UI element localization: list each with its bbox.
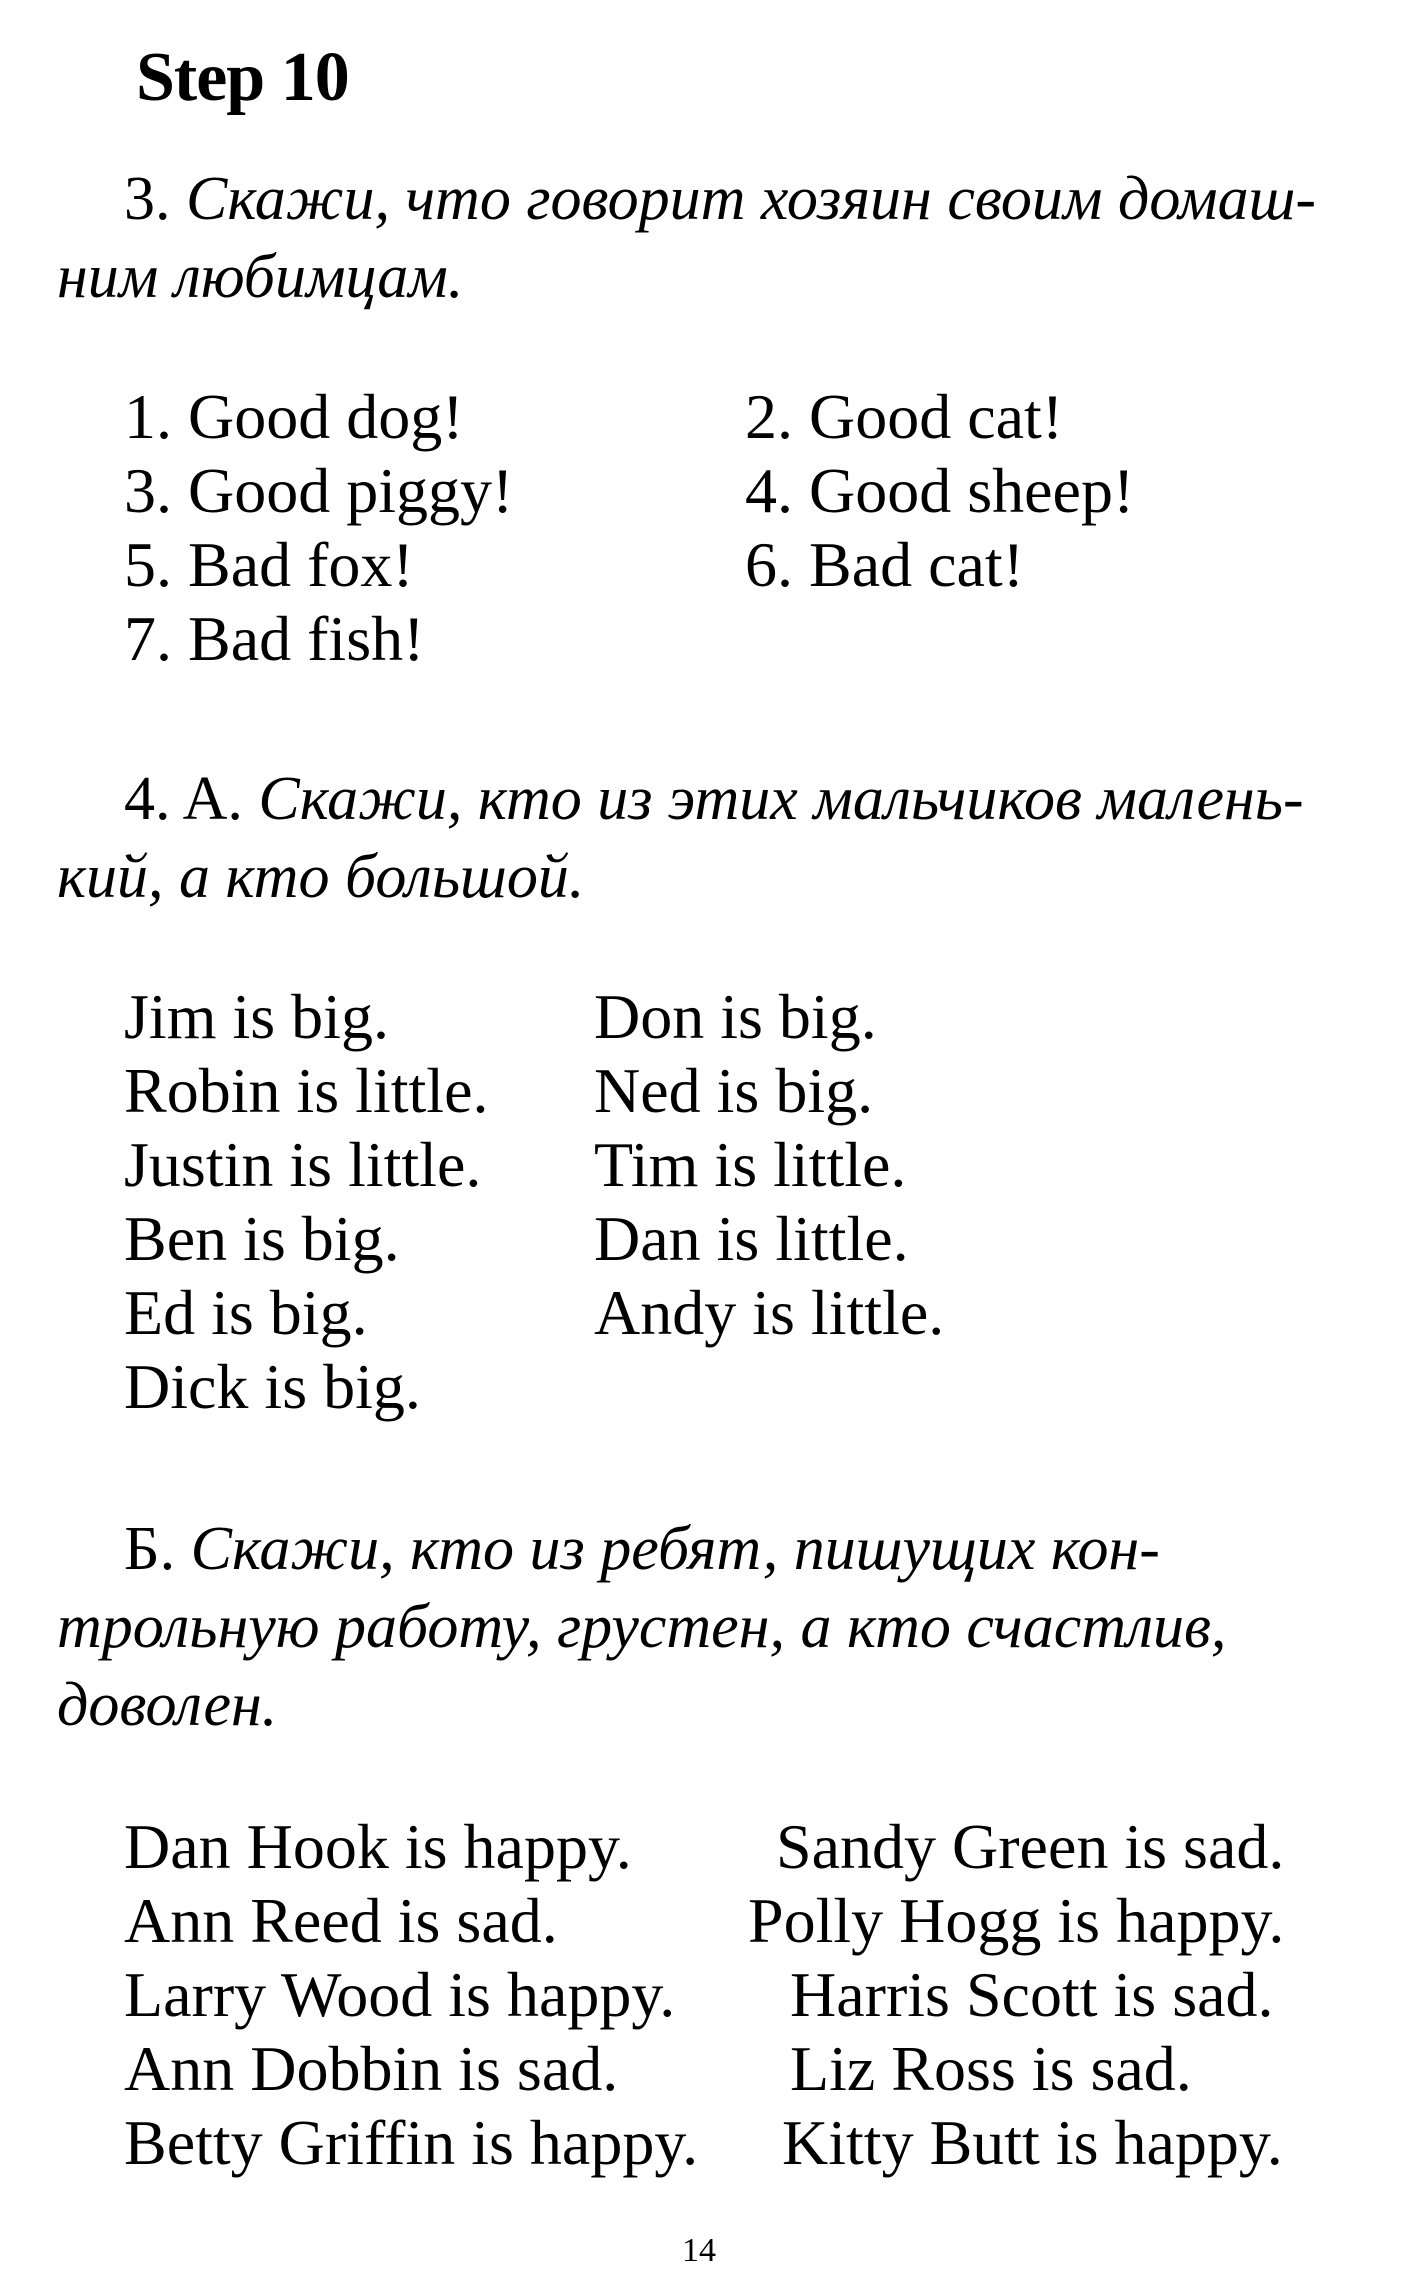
exercise-4b-instruction-line2: трольную работу, грустен, а кто счастлив, — [57, 1593, 1227, 1661]
list-item: Kitty Butt is happy. — [782, 2107, 1283, 2178]
list-item: 3. Good piggy! — [124, 455, 514, 526]
list-item: Andy is little. — [594, 1277, 945, 1348]
list-item: Larry Wood is happy. — [124, 1959, 676, 2030]
list-item: 2. Good cat! — [745, 381, 1064, 452]
list-item: Ed is big. — [124, 1277, 368, 1348]
exercise-4a-instruction-line2: кий, а кто большой. — [57, 843, 585, 911]
list-item: Dan Hook is happy. — [124, 1811, 632, 1882]
list-item: 4. Good sheep! — [745, 455, 1135, 526]
list-item: Harris Scott is sad. — [790, 1959, 1274, 2030]
list-item: Dan is little. — [594, 1203, 909, 1274]
exercise-4a-instruction-line1: Скажи, кто из этих мальчиков малень- — [258, 765, 1304, 833]
list-item: Jim is big. — [124, 981, 389, 1052]
exercise-4b-instruction — [124, 1510, 1160, 1588]
list-item: Ann Dobbin is sad. — [124, 2033, 619, 2104]
list-item: Ann Reed is sad. — [124, 1885, 558, 1956]
exercise-3-number: 3. — [124, 165, 171, 233]
exercise-3-instruction-line2: ним любимцам. — [57, 243, 464, 311]
exercise-4b-instruction-line3: доволен. — [57, 1671, 278, 1739]
list-item: Ned is big. — [594, 1055, 874, 1126]
list-item: Justin is little. — [124, 1129, 482, 1200]
list-item: Ben is big. — [124, 1203, 400, 1274]
list-item: 5. Bad fox! — [124, 529, 414, 600]
exercise-3-instruction — [124, 160, 1316, 238]
exercise-4b-number: Б. — [124, 1515, 176, 1583]
list-item: Robin is little. — [124, 1055, 489, 1126]
list-item: Sandy Green is sad. — [776, 1811, 1285, 1882]
list-item: Don is big. — [594, 981, 877, 1052]
exercise-4a-instruction — [124, 760, 1304, 838]
exercise-4a-number: 4. A. — [124, 765, 243, 833]
page-number: 14 — [682, 2232, 716, 2269]
list-item: Tim is little. — [594, 1129, 907, 1200]
list-item: 6. Bad cat! — [745, 529, 1024, 600]
list-item: 7. Bad fish! — [124, 603, 425, 674]
list-item: Betty Griffin is happy. — [124, 2107, 699, 2178]
list-item: Polly Hogg is happy. — [748, 1885, 1285, 1956]
list-item: Liz Ross is sad. — [790, 2033, 1192, 2104]
exercise-3-instruction-line1: Скажи, что говорит хозяин своим домаш- — [186, 165, 1317, 233]
list-item: Dick is big. — [124, 1351, 421, 1422]
list-item: 1. Good dog! — [124, 381, 464, 452]
page-title: Step 10 — [136, 39, 349, 116]
exercise-4b-instruction-line1: Скажи, кто из ребят, пишущих кон- — [190, 1515, 1160, 1583]
